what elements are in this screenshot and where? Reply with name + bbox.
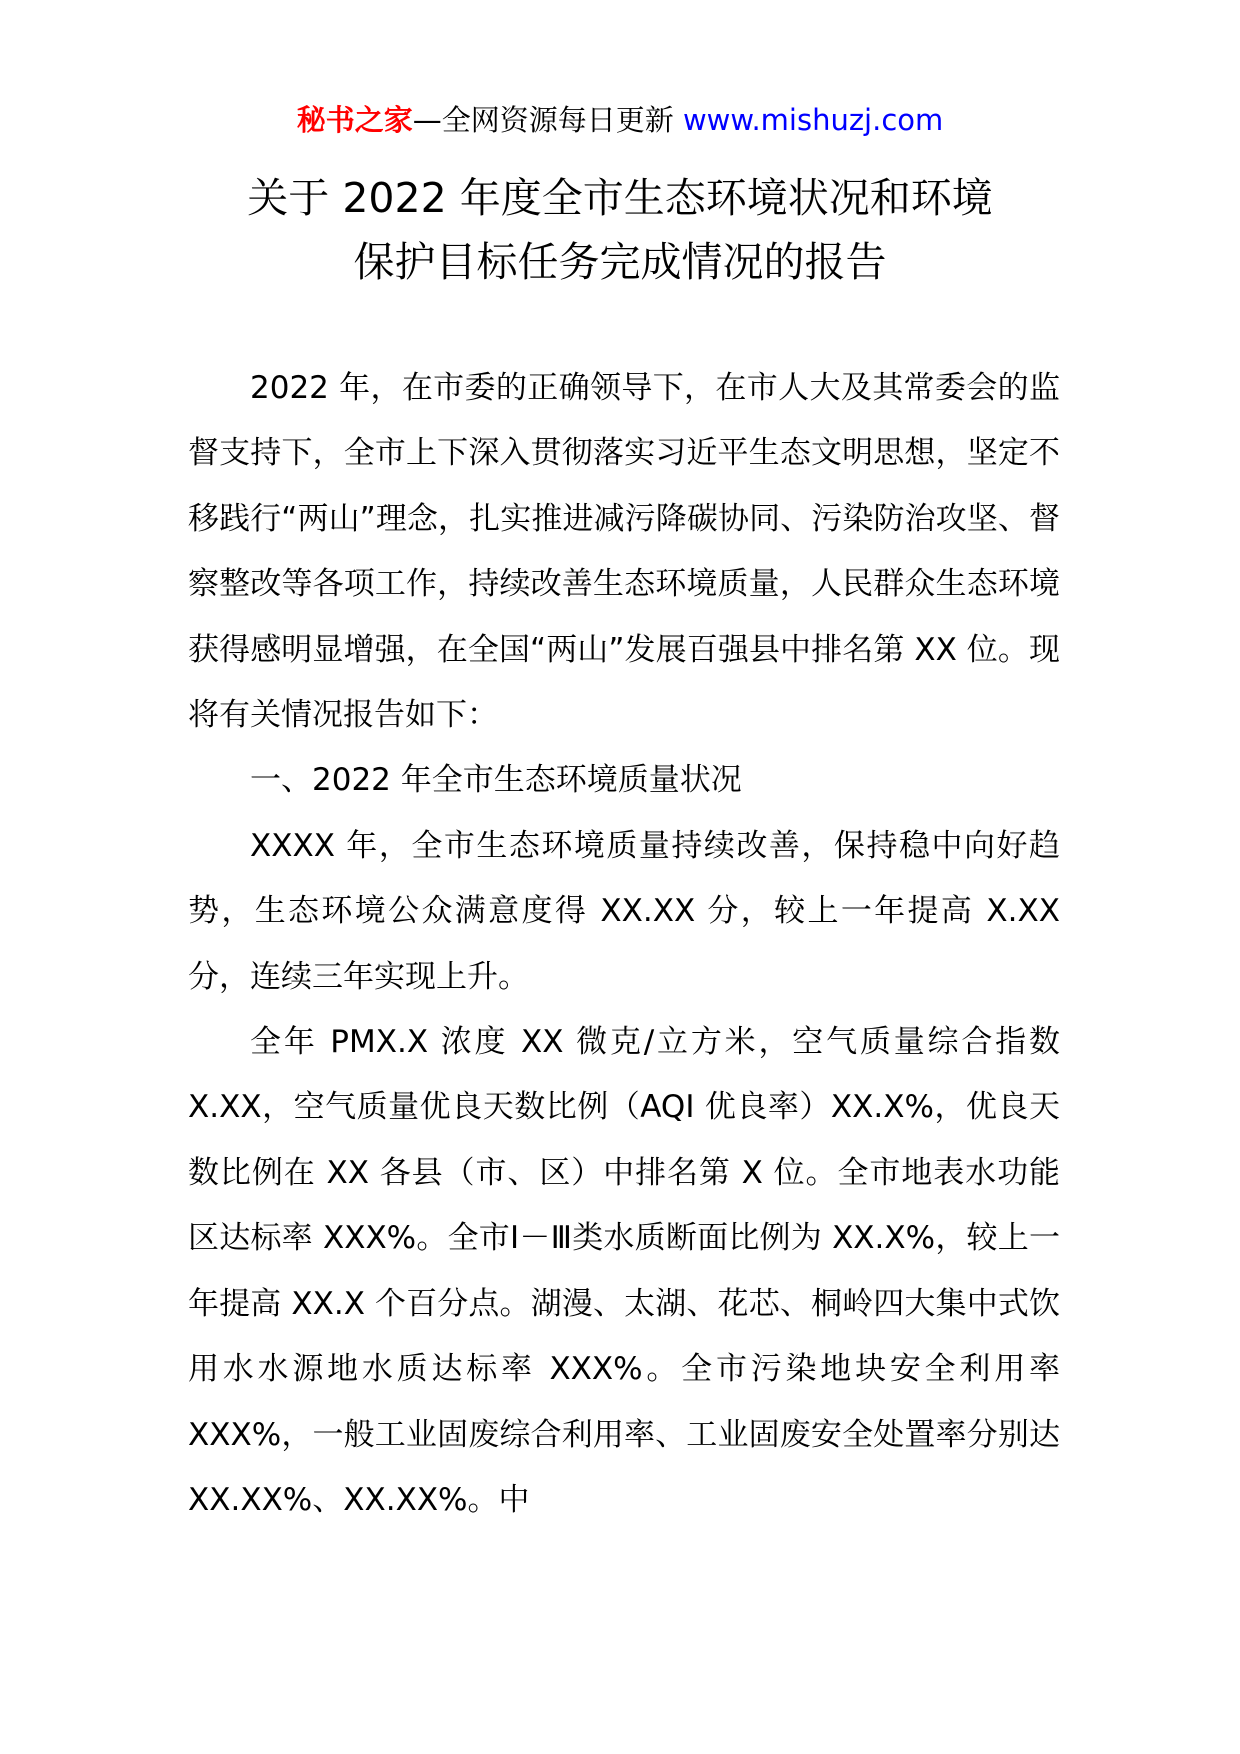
title-line-1: 关于 2022 年度全市生态环境状况和环境: [247, 174, 993, 222]
title-line-2: 保护目标任务完成情况的报告: [353, 238, 887, 286]
brand-name: 秘书之家: [296, 103, 413, 137]
site-header: [0, 100, 1240, 140]
document-title: [120, 166, 1120, 294]
paragraph-intro: 2022 年，在市委的正确领导下，在市人大及其常委会的监督支持下，全市上下深入贯彻落实习近平生态文明思想，坚定不移践行“两山”理念，扎实推进减污降碳协同、污染防治攻坚、督察整改等各项工作，持续改善生态环境质量，人民群众生态环境获得感明显增强，在全国“两山”发展百强县中排名第 XX 位。现将有关情况报告如下：: [188, 370, 1060, 734]
paragraph-quality-summary: XXXX 年，全市生态环境质量持续改善，保持稳中向好趋势，生态环境公众满意度得 XX.XX 分，较上一年提高 X.XX 分，连续三年实现上升。: [188, 827, 1060, 995]
document-body: [188, 356, 1060, 1533]
header-tagline: —全网资源每日更新: [412, 103, 674, 137]
section-heading-1: 一、2022 年全市生态环境质量状况: [250, 762, 742, 799]
site-url-link[interactable]: www.mishuzj.com: [682, 103, 944, 137]
paragraph-quality-details: 全年 PMX.X 浓度 XX 微克/立方米，空气质量综合指数 X.XX，空气质量优良天数比例（AQI 优良率）XX.X%，优良天数比例在 XX 各县（市、区）中排名第 X 位。全市地表水功能区达标率 XXX%。全市Ⅰ－Ⅲ类水质断面比例为 XX.X%，较上一年提高 XX.X 个百分点。湖漫、太湖、花芯、桐岭四大集中式饮用水水源地水质达标率 XXX%。全市污染地块安全利用率 XXX%，一般工业固废综合利用率、工业固废安全处置率分别达 XX.XX%、XX.XX%。中: [188, 1024, 1060, 1518]
